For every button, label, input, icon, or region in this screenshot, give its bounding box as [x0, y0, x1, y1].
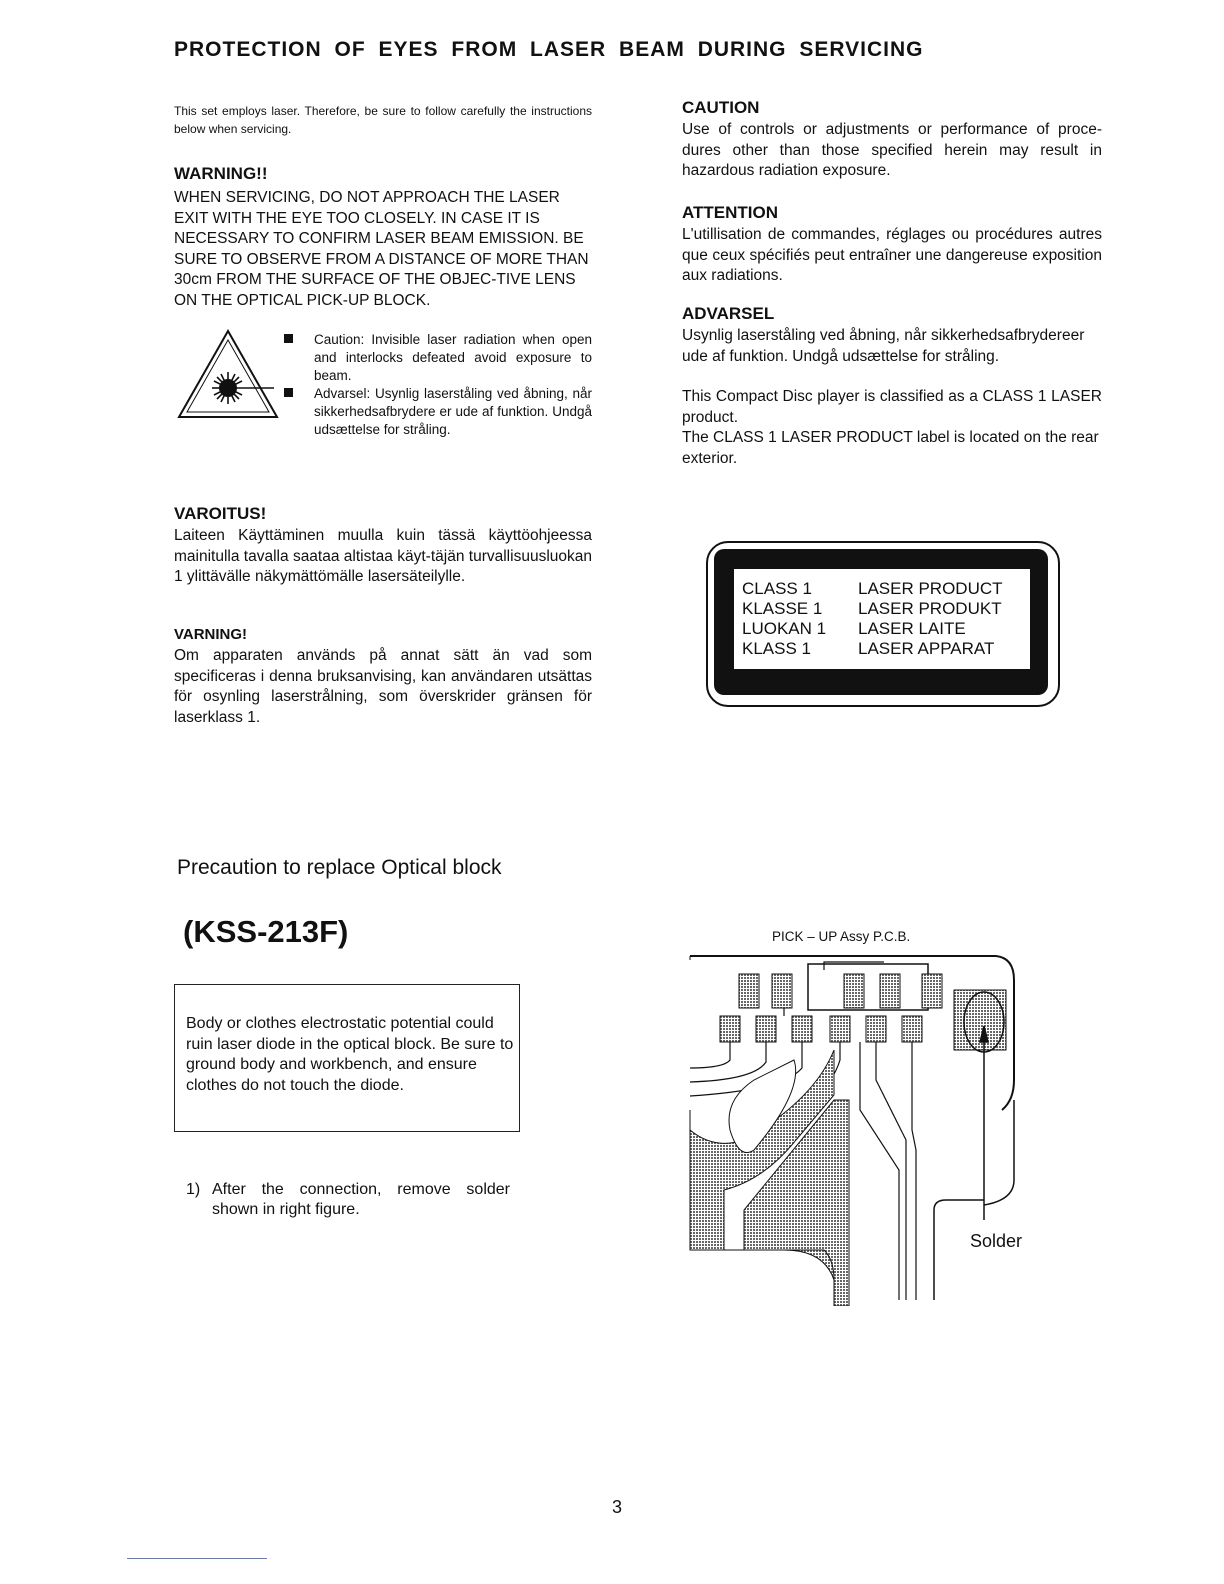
- laser-label: [734, 569, 1030, 669]
- label-row: CLASS 1 LASER PRODUCT: [742, 579, 1003, 598]
- page-title: PROTECTION OF EYES FROM LASER BEAM DURING SERVICING: [174, 38, 924, 61]
- classification-line1: This Compact Disc player is classified as a CLASS 1 LASER product.: [682, 388, 1102, 426]
- caution-section: [682, 98, 1102, 182]
- step-1: [186, 1180, 510, 1220]
- attention-heading: ATTENTION: [682, 203, 779, 222]
- advarsel-section: [682, 304, 1102, 367]
- caution-heading: CAUTION: [682, 98, 760, 117]
- bullet-advarsel: Advarsel: Usynlig laserståling ved åbning, når sikkerhedsafbrydere er ude af funktion. Undgå udsættelse for stråling.: [284, 385, 592, 439]
- advarsel-heading: ADVARSEL: [682, 304, 775, 323]
- warning-text: WHEN SERVICING, DO NOT APPROACH THE LASER EXIT WITH THE EYE TOO CLOSELY. IN CASE IT IS NECESSARY TO CONFIRM LASER BEAM EMISSION. BE SURE TO OBSERVE FROM A DISTANCE OF MORE THAN 30cm FROM THE SURFACE OF THE OBJEC-TIVE LENS ON THE OPTICAL PICK-UP BLOCK.: [174, 189, 589, 309]
- varning-text: Om apparaten används på annat sätt än vad som specificeras i denna bruksanvising, kan användaren utsättas för osynling laserstrålning, som överskrider gränsen för laserklass 1.: [174, 647, 592, 726]
- attention-text: L'utillisation de commandes, réglages ou procédures autres que ceux spécifiés peut entraîner une dangereuse exposition aux radiations.: [682, 226, 1102, 284]
- varoitus-section: [174, 504, 592, 588]
- varoitus-heading: VAROITUS!: [174, 504, 267, 523]
- caution-text: Use of controls or adjustments or performance of proce-dures other than those specified herein may result in hazardous radiation exposure.: [682, 121, 1102, 179]
- page-number: 3: [612, 1497, 623, 1517]
- laser-bullets: [284, 331, 592, 439]
- warning-heading: WARNING!!: [174, 164, 268, 183]
- warning-section: [174, 164, 592, 311]
- esd-note-box: [174, 984, 520, 1132]
- pickup-pcb-figure: [684, 950, 1023, 1306]
- bullet-square-icon: [284, 388, 293, 397]
- attention-section: [682, 203, 1102, 287]
- varning-heading: VARNING!: [174, 626, 248, 643]
- footer-divider: [127, 1558, 267, 1559]
- varoitus-text: Laiteen Käyttäminen muulla kuin tässä käyttöohjeessa mainitulla tavalla saataa altistaa käyt-täjän turvallisuusluokan 1 ylittävälle näkymättömälle lasersäteilylle.: [174, 527, 592, 585]
- label-row: LUOKAN 1 LASER LAITE: [742, 619, 966, 638]
- advarsel-text: Usynlig laserståling ved åbning, når sikkerhedsafbrydereer ude af funktion. Undgå udsættelse for stråling.: [682, 327, 1085, 365]
- model-number: (KSS-213F): [183, 914, 349, 949]
- figure-caption: PICK – UP Assy P.C.B.: [772, 929, 911, 944]
- intro-text: This set employs laser. Therefore, be sure to follow carefully the instructions below when servicing.: [174, 104, 592, 136]
- varning-section: [174, 626, 592, 728]
- solder-label: Solder: [970, 1231, 1023, 1251]
- classification-line2: The CLASS 1 LASER PRODUCT label is located on the rear exterior.: [682, 429, 1099, 467]
- label-row: KLASSE 1 LASER PRODUKT: [742, 599, 1002, 618]
- precaution-title: Precaution to replace Optical block: [177, 856, 502, 879]
- classification-section: [682, 387, 1102, 469]
- bullet-square-icon: [284, 334, 293, 343]
- bullet-caution: Caution: Invisible laser radiation when open and interlocks defeated avoid exposure to beam.: [284, 331, 592, 385]
- esd-note-text: Body or clothes electrostatic potential could ruin laser diode in the optical block. Be sure to ground body and workbench, and ensure clothes do not touch the diode.: [186, 1015, 514, 1094]
- label-row: KLASS 1 LASER APPARAT: [742, 639, 995, 658]
- step-number: 1): [186, 1181, 201, 1198]
- laser-warning-icon: [176, 328, 280, 420]
- step-text: After the connection, remove solder shown in right figure.: [212, 1181, 510, 1218]
